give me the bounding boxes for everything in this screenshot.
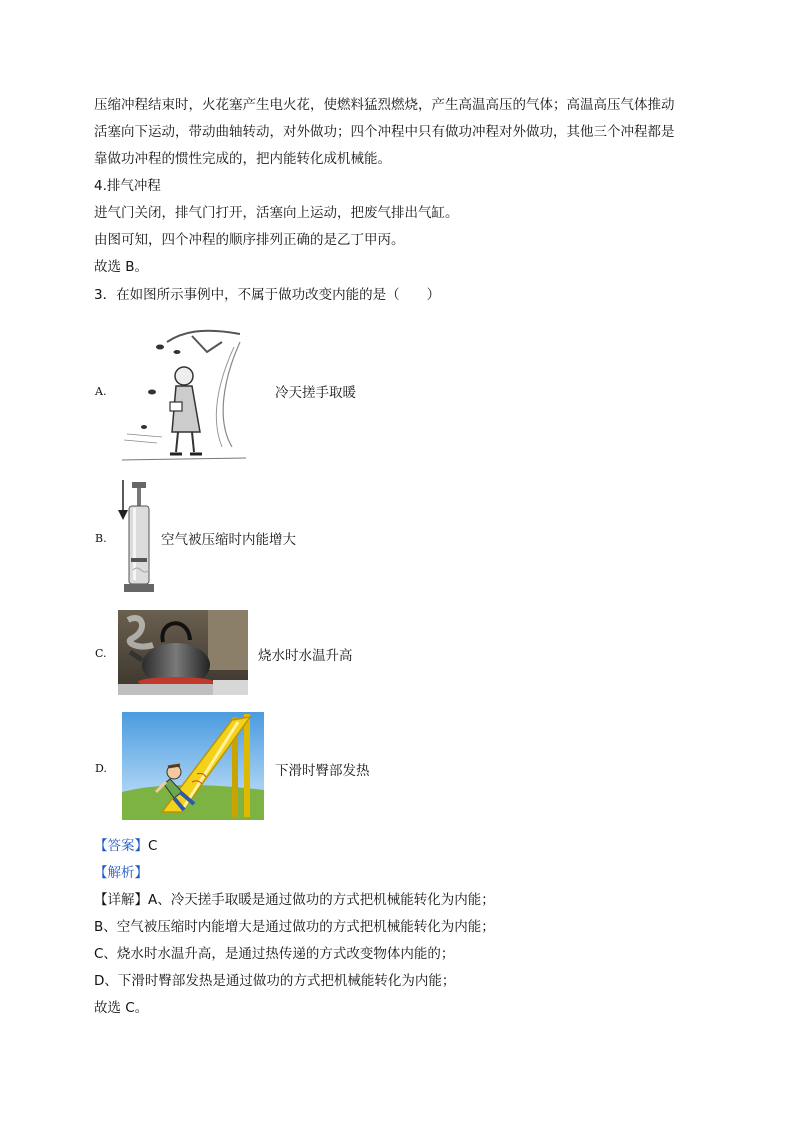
option-a-image xyxy=(122,322,246,464)
detail-line xyxy=(94,890,495,910)
option-c-image xyxy=(118,610,248,695)
choice-line: 故选 C。 xyxy=(94,1000,149,1016)
detail-line: C、烧水时水温升高，是通过热传递的方式改变物体内能的； xyxy=(94,946,455,962)
option-d-text: 下滑时臀部发热 xyxy=(275,763,370,779)
option-c-label: C. xyxy=(95,647,107,660)
kettle-on-stove-photo xyxy=(118,610,248,695)
question-stem: 3．在如图所示事例中，不属于做功改变内能的是（ ） xyxy=(94,287,441,303)
compression-tube-illustration xyxy=(114,478,154,598)
detail-tag: 【详解】 xyxy=(94,892,148,908)
paragraph-line: 由图可知，四个冲程的顺序排列正确的是乙丁甲丙。 xyxy=(94,232,405,248)
analysis-line xyxy=(94,863,148,883)
option-b-label: B. xyxy=(95,532,107,545)
option-b-text: 空气被压缩时内能增大 xyxy=(161,532,296,548)
option-d-label: D. xyxy=(95,762,107,775)
detail-line: B、空气被压缩时内能增大是通过做功的方式把机械能转化为内能； xyxy=(94,919,495,935)
paragraph-line: 靠做功冲程的惯性完成的，把内能转化成机械能。 xyxy=(94,151,391,167)
detail-line: D、下滑时臀部发热是通过做功的方式把机械能转化为内能； xyxy=(94,973,456,989)
rubbing-hands-illustration xyxy=(122,322,246,464)
option-a-text: 冷天搓手取暖 xyxy=(275,385,356,401)
paragraph-line: 进气门关闭，排气门打开，活塞向上运动，把废气排出气缸。 xyxy=(94,205,459,221)
paragraph-line: 活塞向下运动，带动曲轴转动，对外做功；四个冲程中只有做功冲程对外做功，其他三个冲程都是 xyxy=(94,124,675,140)
section-heading: 4.排气冲程 xyxy=(94,178,161,194)
slide-illustration xyxy=(122,712,264,820)
choice-line: 故选 B。 xyxy=(94,259,149,275)
answer-tag: 【答案】 xyxy=(94,838,148,854)
option-d-image xyxy=(122,712,264,820)
detail-text: A、冷天搓手取暖是通过做功的方式把机械能转化为内能； xyxy=(148,892,495,908)
option-c-text: 烧水时水温升高 xyxy=(258,648,353,664)
option-b-image xyxy=(114,478,154,598)
answer-line xyxy=(94,836,157,856)
option-a-label: A. xyxy=(95,385,107,398)
paragraph-line: 压缩冲程结束时，火花塞产生电火花，使燃料猛烈燃烧，产生高温高压的气体；高温高压气体推动 xyxy=(94,97,675,113)
analysis-tag: 【解析】 xyxy=(94,865,148,881)
answer-value: C xyxy=(148,838,158,854)
